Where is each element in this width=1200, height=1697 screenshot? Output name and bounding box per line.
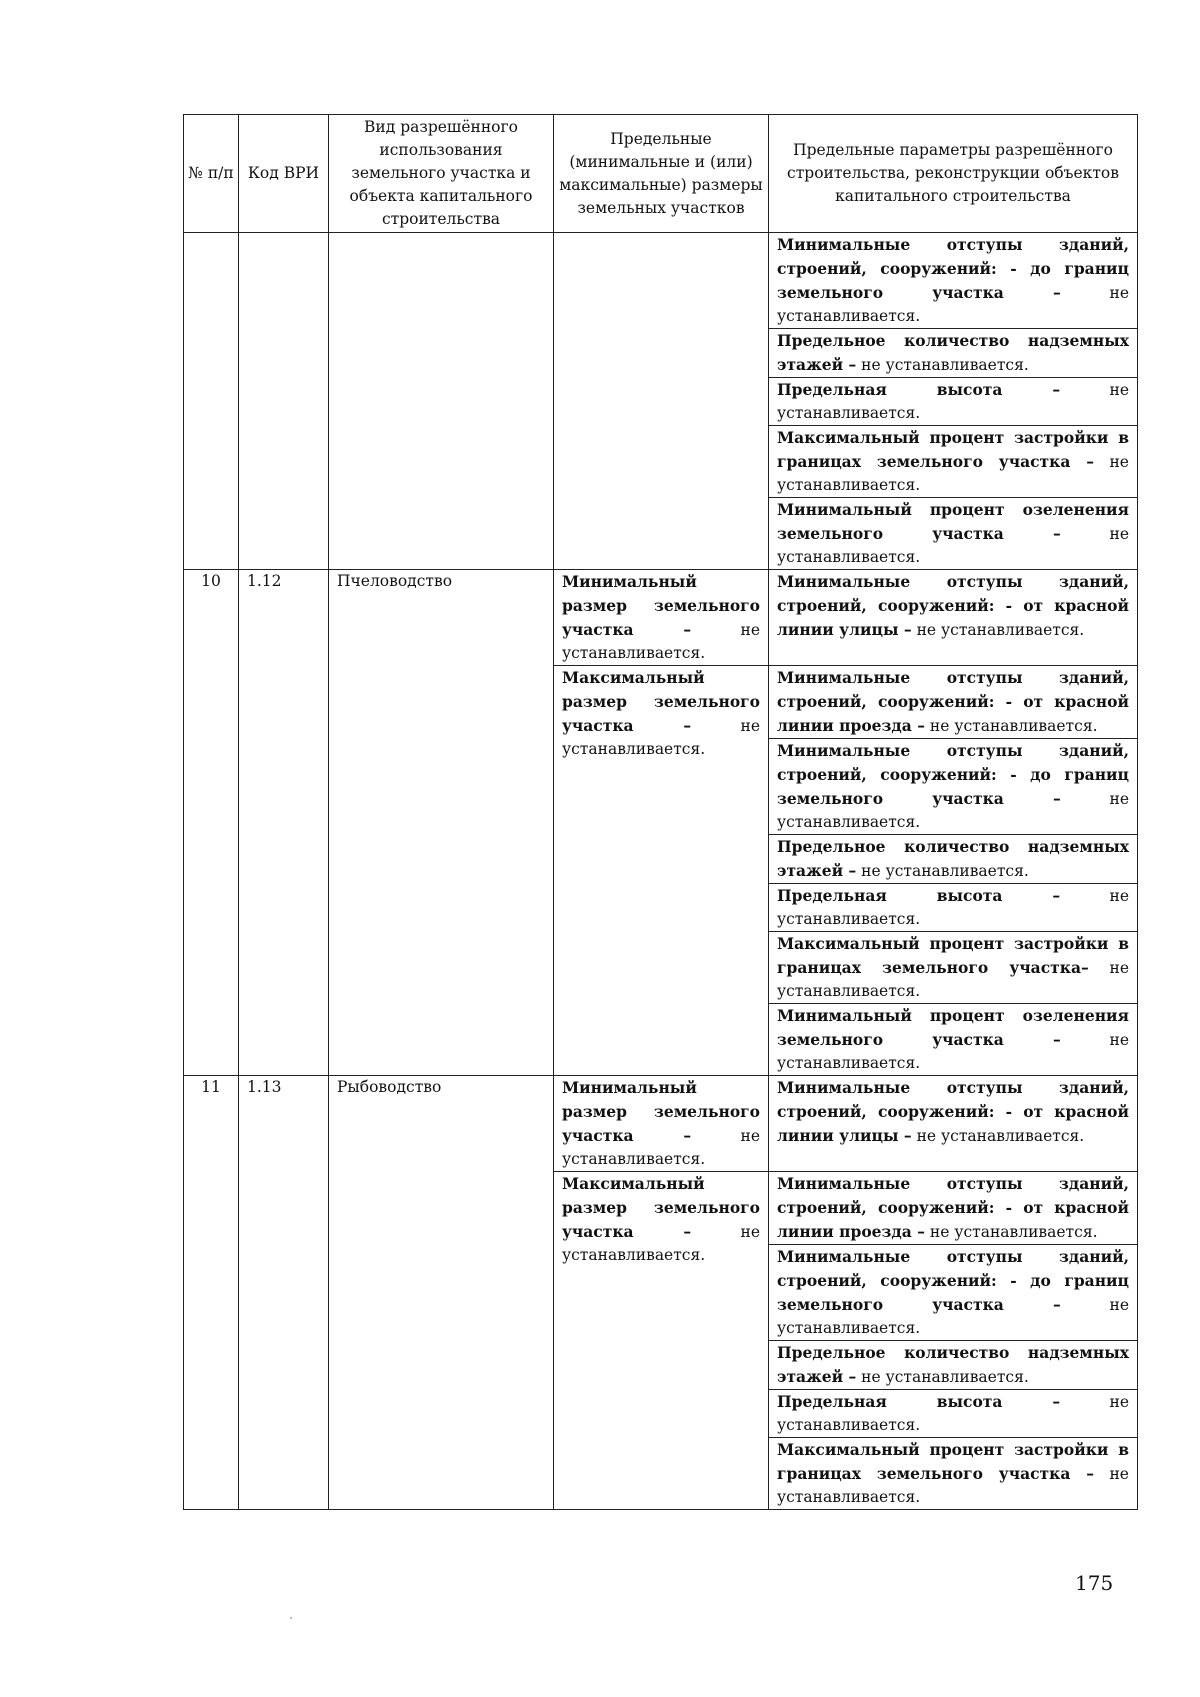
max-size-cell (554, 1172, 769, 1510)
param-value: не устанавливается. (777, 525, 1129, 566)
size-value: не устанавливается. (562, 1127, 760, 1168)
param-value: не устанавливается. (911, 621, 1085, 639)
max-size-cell (554, 666, 769, 1076)
param-cell (769, 329, 1138, 378)
param-title: Минимальные отступы зданий, строений, сооружений: - до границ земельного участка – (777, 1247, 1129, 1314)
param-cell (769, 1172, 1138, 1245)
min-size-cell (554, 570, 769, 666)
param-value: не устанавливается. (777, 959, 1129, 1000)
param-cell (769, 378, 1138, 426)
param-value: не устанавливается. (856, 356, 1029, 374)
param-cell (769, 1076, 1138, 1172)
param-title: Предельное количество надземных этажей – (777, 837, 1129, 880)
param-value: не устанавливается. (777, 790, 1129, 831)
param-title: Предельная высота – (777, 1392, 1061, 1411)
param-cell (769, 498, 1138, 570)
param-cell (769, 426, 1138, 498)
param-title: Предельное количество надземных этажей – (777, 331, 1129, 374)
param-title: Минимальные отступы зданий, строений, сооружений: - от красной линии улицы – (777, 572, 1129, 639)
row-use-name: Пчеловодство (329, 570, 554, 1076)
size-title: Минимальный размер земельного участка – (562, 572, 760, 639)
param-title: Максимальный процент застройки в границах земельного участка– (777, 934, 1129, 977)
size-title: Максимальный размер земельного участка – (562, 668, 760, 735)
row-number: 10 (184, 570, 239, 1076)
param-value: не устанавливается. (911, 1127, 1085, 1145)
param-cell (769, 835, 1138, 884)
table-row (184, 233, 1138, 329)
param-title: Минимальные отступы зданий, строений, сооружений: - от красной линии проезда – (777, 668, 1129, 735)
cell-number-empty (184, 233, 239, 570)
param-title: Минимальные отступы зданий, строений, сооружений: - до границ земельного участка – (777, 741, 1129, 808)
size-value: не устанавливается. (562, 717, 760, 758)
cell-code-empty (239, 233, 329, 570)
param-title: Минимальные отступы зданий, строений, сооружений: - от красной линии улицы – (777, 1078, 1129, 1145)
table-row (184, 570, 1138, 666)
param-value: не устанавливается. (777, 887, 1129, 928)
param-value: не устанавливается. (777, 453, 1129, 494)
param-value: не устанавливается. (777, 1296, 1129, 1337)
size-value: не устанавливается. (562, 621, 760, 662)
header-plot-sizes: Предельные (минимальные и (или) максимальные) размеры земельных участков (554, 115, 769, 233)
min-size-cell (554, 1076, 769, 1172)
cell-sizes-empty (554, 233, 769, 570)
header-number: № п/п (184, 115, 239, 233)
page-number: 175 (1075, 1571, 1114, 1595)
param-title: Максимальный процент застройки в границах земельного участка – (777, 1440, 1129, 1483)
param-value: не устанавливается. (924, 1223, 1098, 1241)
param-cell (769, 1004, 1138, 1076)
param-title: Предельная высота – (777, 886, 1061, 905)
param-cell (769, 570, 1138, 666)
param-value: не устанавливается. (856, 862, 1029, 880)
param-cell (769, 233, 1138, 329)
size-title: Минимальный размер земельного участка – (562, 1078, 760, 1145)
header-use-type: Вид разрешённого использования земельного участка и объекта капитального строительства (329, 115, 554, 233)
param-value: не устанавливается. (856, 1368, 1029, 1386)
param-title: Минимальные отступы зданий, строений, сооружений: - от красной линии проезда – (777, 1174, 1129, 1241)
header-build-params: Предельные параметры разрешённого строительства, реконструкции объектов капитального строительства (769, 115, 1138, 233)
row-number: 11 (184, 1076, 239, 1510)
param-value: не устанавливается. (777, 1031, 1129, 1072)
row-use-name: Рыбоводство (329, 1076, 554, 1510)
param-value: не устанавливается. (777, 284, 1129, 325)
param-cell (769, 932, 1138, 1004)
param-cell (769, 1438, 1138, 1510)
param-title: Минимальные отступы зданий, строений, сооружений: - до границ земельного участка – (777, 235, 1129, 302)
param-cell (769, 666, 1138, 739)
param-cell (769, 1245, 1138, 1341)
row-code: 1.12 (239, 570, 329, 1076)
param-value: не устанавливается. (924, 717, 1098, 735)
param-title: Минимальный процент озеленения земельного участка – (777, 1006, 1129, 1049)
size-value: не устанавливается. (562, 1223, 760, 1264)
header-code: Код ВРИ (239, 115, 329, 233)
param-title: Максимальный процент застройки в границах земельного участка – (777, 428, 1129, 471)
param-value: не устанавливается. (777, 1465, 1129, 1506)
cell-use-empty (329, 233, 554, 570)
param-cell (769, 739, 1138, 835)
param-value: не устанавливается. (777, 381, 1129, 422)
param-title: Минимальный процент озеленения земельного участка – (777, 500, 1129, 543)
param-cell (769, 1341, 1138, 1390)
param-value: не устанавливается. (777, 1393, 1129, 1434)
param-cell (769, 1390, 1138, 1438)
param-title: Предельное количество надземных этажей – (777, 1343, 1129, 1386)
table-row (184, 1076, 1138, 1172)
size-title: Максимальный размер земельного участка – (562, 1174, 760, 1241)
table-header-row (184, 115, 1138, 233)
land-use-regulations-table (183, 114, 1138, 1510)
scan-artifact (290, 1617, 292, 1619)
param-cell (769, 884, 1138, 932)
row-code: 1.13 (239, 1076, 329, 1510)
param-title: Предельная высота – (777, 380, 1061, 399)
